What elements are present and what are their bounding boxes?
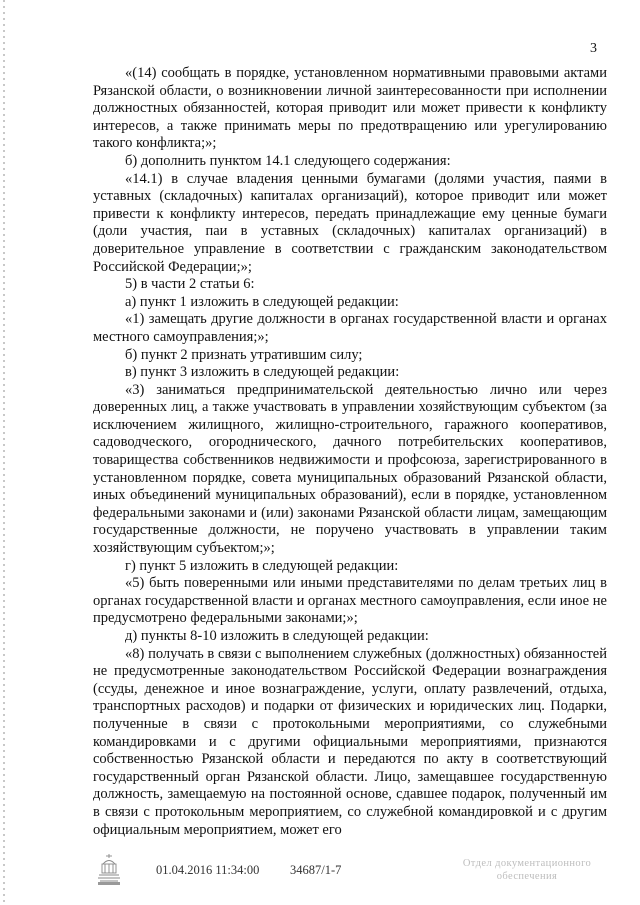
stamp-line: обеспечения — [496, 871, 558, 882]
emblem-logo-icon — [94, 852, 124, 886]
footer-registration-number: 34687/1-7 — [290, 863, 342, 877]
paragraph: б) дополнить пунктом 14.1 следующего содержания: — [125, 152, 451, 169]
paragraph: 5) в части 2 статьи 6: — [125, 276, 255, 293]
paragraph: а) пункт 1 изложить в следующей редакции: — [125, 293, 399, 310]
page-footer — [0, 852, 640, 902]
document-body — [93, 65, 607, 839]
paragraph: «14.1) в случае владения ценными бумагами (долями участия, паями в уставных (складочных) капиталах организаций), которое приводит или может привести к конфликту интересов, передать принадлежащие ему ценные бумаги (доли участия, паи в уставных (складочных) капиталах организаций) в доверительное управление в соответствии с гражданским законодательством Российской Федерации;»; — [93, 170, 607, 275]
paragraph: б) пункт 2 признать утратившим силу; — [125, 346, 363, 363]
paragraph: в) пункт 3 изложить в следующей редакции: — [125, 364, 400, 381]
paragraph: «3) заниматься предпринимательской деятельностью лично или через доверенных лиц, а также участвовать в управлении хозяйствующим субъектом (за исключением жилищного, жилищно-строительного, гаражного кооперативов, садоводческого, огороднического, дачного потребительских кооперативов, товарищества собственников недвижимости и профсоюза, зарегистрированного в установленном порядке, совета муниципальных образований Рязанской области, иных объединений муниципальных образований), если в порядке, установленном федеральными законами и (или) законами Рязанской области лицам, замещающим государственные должности, не поручено участвовать в управлении таким хозяйствующим субъектом;»; — [93, 381, 607, 557]
stamp-line: Отдел документационного — [462, 858, 592, 869]
paragraph: д) пункты 8-10 изложить в следующей редакции: — [125, 628, 429, 644]
page-number: 3 — [590, 41, 597, 56]
paragraph: г) пункт 5 изложить в следующей редакции: — [125, 557, 399, 574]
footer-date: 01.04.2016 11:34:00 — [156, 863, 260, 877]
footer-department-stamp — [452, 857, 602, 883]
scan-edge-mark — [3, 0, 5, 905]
paragraph: «8) получать в связи с выполнением служебных (должностных) обязанностей не предусмотренные законодательством Российской Федерации вознаграждения (ссуды, денежное и иное вознаграждение, услуги, оплату развлечений, отдыха, транспортных расходов) и подарки от физических и юридических лиц. Подарки, полученные в связи с протокольными мероприятиями, со служебными командировками и с другими официальными мероприятиями, признаются собственностью Рязанской области и передаются по акту в соответствующий государственный орган Рязанской области. Лицо, замещавшее государственную должность, замещаемую на постоянной основе, сдавшее подарок, полученный им в связи с протокольным мероприятием, со служебной командировкой и с другим официальным мероприятием, может его — [93, 645, 607, 838]
paragraph: «(14) сообщать в порядке, установленном нормативными правовыми актами Рязанской области, о возникновении личной заинтересованности при исполнении должностных обязанностей, которая приводит или может привести к конфликту интересов, а также принимать меры по предотвращению или урегулированию такого конфликта;»; — [93, 65, 607, 152]
paragraph: «1) замещать другие должности в органах государственной власти и органах местного самоуправления;»; — [93, 311, 607, 345]
paragraph: «5) быть поверенными или иными представителями по делам третьих лиц в органах государственной власти и органах местного самоуправления, если иное не предусмотрено федеральными законами;»; — [93, 575, 607, 627]
